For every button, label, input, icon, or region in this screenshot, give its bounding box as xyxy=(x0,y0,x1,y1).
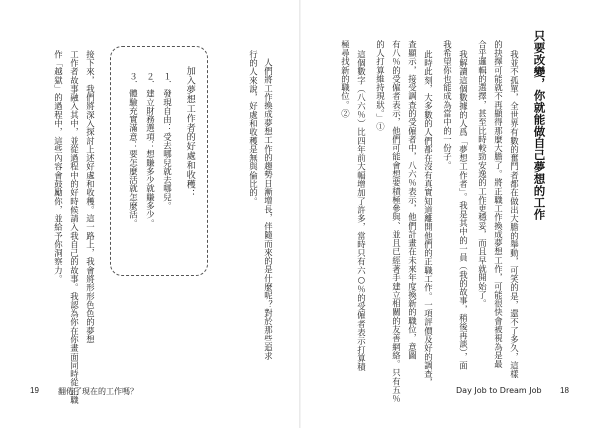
benefit-item-2: ２．建立財務選項：想賺多少就賺多少。 xyxy=(145,72,156,228)
right-para-4-line-2: 極尋找新的職位。② xyxy=(340,40,351,118)
benefit-item-1: １．發現自由：受去哪兒就去哪兒。 xyxy=(162,72,173,211)
right-running-title: Day Job to Dream Job xyxy=(456,386,542,395)
benefits-heading: 加入夢想工作者的好處和收穫： xyxy=(184,66,196,199)
right-para-3-line-2: 查顯示，接受調查的受僱者中，八六％表示，他們計畫在未來年度換新的職位，意圖 xyxy=(407,40,418,360)
right-para-3-line-3: 有八％的受僱者表示，他們可能會想要積極參與、並且已經著手建立相關的友善網絡。只有五％ xyxy=(391,40,402,403)
left-running-title: 翻倦了現在的工作嗎？ xyxy=(58,387,138,396)
right-para-4-line-1: 這個數字（八六％）比四年前大幅增加了許多，當時只有六○％的受僱者表示打算積 xyxy=(356,50,367,372)
page-gutter xyxy=(299,0,301,428)
left-page-number: 19 xyxy=(30,386,39,395)
left-para-a-line-2: 行的人來說，好處和收穫是無與倫比的。 xyxy=(248,50,259,206)
right-para-2-line-1: 我解讀這個數據的人爲「夢想工作者」。我是其中的一員（我的故事，稍後再談），面 xyxy=(458,50,469,370)
chapter-section-title: 只要改變，你就能做自己夢想的工作 xyxy=(532,30,547,221)
right-para-2-line-2: 我希望你也能成為當中的一份子。 xyxy=(442,40,453,170)
right-para-3-line-4: 的人打算維持現狀。」① xyxy=(375,40,386,131)
left-para-b-line-2: 工作者故事融入其中，並從過程中的好時候請入我自己的故事。我認為你在你畫面同時從正職 xyxy=(69,50,80,405)
right-para-1-line-2: 的抉擇可能就不再顯得那麼大膽了。將正職工作換成夢想工作，可能很快會被視為是最 xyxy=(493,40,504,369)
right-para-1-line-3: 合乎邏輯的選擇，甚至比時較勁安逸的工作更穩妥，而且早就開始了。 xyxy=(477,40,488,308)
right-para-1-line-1: 我並不孤單，全世界有數的奮鬥者都在做出大膽的舉動，可笑的是，還不了多久，這樣 xyxy=(509,50,520,379)
right-para-3-line-1: 此時此刻，大多數的人們都在沒有真實知道離開他們的正職工作。一項評價及好的調查， xyxy=(423,50,434,387)
left-para-b-line-3: 作「越獄」的過程中，這些內容會鼓勵你，並給予你洞察力。 xyxy=(53,50,64,284)
left-para-b-line-1: 接下來，我們將深入探討上述好處和收穫。這一路上，我會將形形色色的夢想 xyxy=(85,50,96,344)
right-page-number: 18 xyxy=(560,386,569,395)
benefit-item-3: ３．體驗充實滿意：要怎麼活就怎麼活。 xyxy=(128,72,139,228)
left-para-a-line-1: 人們將工作換成夢想工作的趨勢日漸增長，伴隨而來的是什麼呢？對於那些追求 xyxy=(263,58,274,361)
